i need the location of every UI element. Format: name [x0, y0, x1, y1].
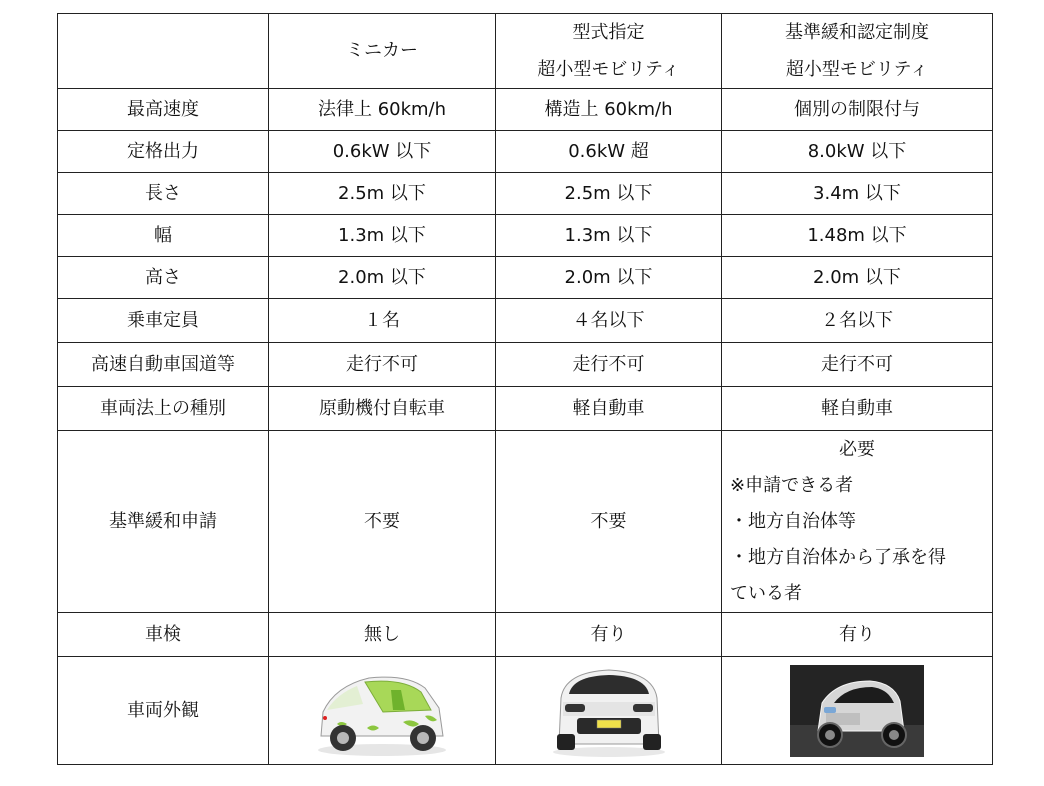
row-length [58, 173, 993, 215]
row-label: 車両外観 [58, 657, 269, 765]
application-eligible-item: ・地方自治体等 [730, 510, 856, 532]
cell-type-designated: 1.3m 以下 [496, 215, 722, 257]
cell-minicar: 原動機付自転車 [269, 387, 496, 431]
header-row [58, 14, 993, 89]
row-width [58, 215, 993, 257]
header-col3-line2: 超小型モビリティ [785, 59, 929, 80]
cell-minicar: 無し [269, 613, 496, 657]
header-col3-line1: 基準緩和認定制度 [785, 22, 929, 43]
row-label: 高さ [58, 257, 269, 299]
comparison-table [57, 13, 993, 765]
header-empty-cell [58, 14, 269, 89]
cell-relaxed-standard: 有り [722, 613, 993, 657]
relaxed-standard-car-image [790, 665, 924, 757]
cell-relaxed-standard: 2.0m 以下 [722, 257, 993, 299]
row-label: 車両法上の種別 [58, 387, 269, 431]
cell-minicar: 2.5m 以下 [269, 173, 496, 215]
row-expressway [58, 343, 993, 387]
cell-relaxed-standard: 走行不可 [722, 343, 993, 387]
cell-type-designated: 2.5m 以下 [496, 173, 722, 215]
row-rated-output [58, 131, 993, 173]
minicar-image [307, 664, 457, 758]
cell-minicar: 走行不可 [269, 343, 496, 387]
cell-minicar: 法律上 60km/h [269, 89, 496, 131]
row-height [58, 257, 993, 299]
row-label: 乗車定員 [58, 299, 269, 343]
header-minicar: ミニカー [269, 14, 496, 89]
cell-minicar: 1.3m 以下 [269, 215, 496, 257]
row-label: 高速自動車国道等 [58, 343, 269, 387]
cell-relaxed-standard: 3.4m 以下 [722, 173, 993, 215]
header-col2-line2: 超小型モビリティ [537, 59, 680, 80]
row-label: 車検 [58, 613, 269, 657]
header-col2-line1: 型式指定 [572, 22, 645, 43]
cell-type-designated: 不要 [496, 431, 722, 613]
type-designated-car-image [547, 664, 671, 758]
row-inspection [58, 613, 993, 657]
application-eligible-item: ・地方自治体から了承を得 [730, 546, 946, 568]
header-relaxed-standard [722, 14, 993, 89]
cell-relaxed-standard: 8.0kW 以下 [722, 131, 993, 173]
cell-minicar: 不要 [269, 431, 496, 613]
row-label: 長さ [58, 173, 269, 215]
cell-type-designated-image [496, 657, 722, 765]
cell-relaxed-standard: ２名以下 [722, 299, 993, 343]
cell-type-designated: 走行不可 [496, 343, 722, 387]
cell-relaxed-standard: 軽自動車 [722, 387, 993, 431]
application-eligible-heading: ※申請できる者 [730, 474, 854, 496]
row-appearance [58, 657, 993, 765]
cell-relaxed-standard: 1.48m 以下 [722, 215, 993, 257]
row-label: 最高速度 [58, 89, 269, 131]
cell-type-designated: 0.6kW 超 [496, 131, 722, 173]
application-eligible-item-cont: ている者 [730, 582, 802, 604]
header-type-designated [496, 14, 722, 89]
row-application [58, 431, 993, 613]
cell-type-designated: 2.0m 以下 [496, 257, 722, 299]
row-label: 基準緩和申請 [58, 431, 269, 613]
row-label: 定格出力 [58, 131, 269, 173]
cell-minicar: 2.0m 以下 [269, 257, 496, 299]
cell-type-designated: 有り [496, 613, 722, 657]
cell-type-designated: ４名以下 [496, 299, 722, 343]
cell-type-designated: 構造上 60km/h [496, 89, 722, 131]
row-max-speed [58, 89, 993, 131]
row-vehicle-class [58, 387, 993, 431]
row-label: 幅 [58, 215, 269, 257]
row-capacity [58, 299, 993, 343]
application-required: 必要 [839, 438, 875, 460]
cell-minicar: 0.6kW 以下 [269, 131, 496, 173]
cell-relaxed-standard: 個別の制限付与 [722, 89, 993, 131]
cell-relaxed-standard-image [722, 657, 993, 765]
cell-type-designated: 軽自動車 [496, 387, 722, 431]
cell-minicar: １名 [269, 299, 496, 343]
cell-minicar-image [269, 657, 496, 765]
cell-relaxed-standard-application [722, 431, 993, 613]
